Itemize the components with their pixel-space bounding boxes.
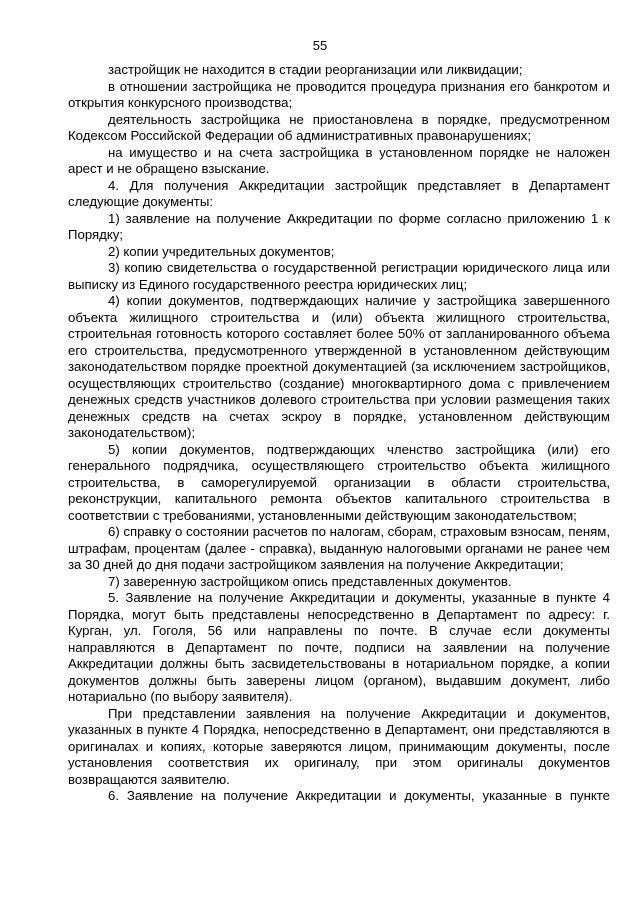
document-body [68,62,610,805]
paragraph: деятельность застройщика не приостановлена в порядке, предусмотренном Кодексом Российской Федерации об административных правонарушениях; [68,111,610,143]
paragraph: 1) заявление на получение Аккредитации по форме согласно приложению 1 к Порядку; [68,210,610,242]
paragraph: в отношении застройщика не проводится процедура признания его банкротом и открытия конкурсного производства; [68,78,610,110]
paragraph: 5) копии документов, подтверждающих членство застройщика (или) его генерального подрядчика, осуществляющего строительство объекта жилищного строительства, в саморегулируемой организации в области строительства, реконструкции, капитального ремонта объектов капитального строительства в соответствии с требованиями, установленными действующим законодательством; [68,441,610,523]
paragraph: 7) заверенную застройщиком опись представленных документов. [108,573,512,589]
paragraph: 2) копии учредительных документов; [108,243,335,259]
paragraph: 6. Заявление на получение Аккредитации и документы, указанные в пункте [108,788,610,803]
paragraph: 5. Заявление на получение Аккредитации и документы, указанные в пункте 4 Порядка, могут быть представлены непосредственно в Департамент по адресу: г. Курган, ул. Гоголя, 56 или направлены по почте. В случае если документы направляются в Департамент по почте, подписи на заявлении на получение Аккредитации должны быть засвидетельствованы в нотариальном порядке, а копии документов должны быть заверены лицом (органом), выдавшим документ, либо нотариально (по выбору заявителя). [68,590,610,704]
paragraph: на имущество и на счета застройщика в установленном порядке не наложен арест и не обращено взыскание. [68,144,610,176]
paragraph: 3) копию свидетельства о государственной регистрации юридического лица или выписку из Единого государственного реестра юридических лиц; [68,260,610,292]
paragraph: 4) копии документов, подтверждающих наличие у застройщика завершенного объекта жилищного строительства и (или) объекта жилищного строительства, строительная готовность которого составляет более 50% от запланированного объема его строительства, предусмотренного утвержденной в установленном действующим законодательством порядке проектной документацией (за исключением застройщиков, осуществляющих строительство (создание) многоквартирного дома с привлечением денежных средств участников долевого строительства при условии размещения таких денежных средств на счетах эскроу в порядке, установленном действующим законодательством); [68,293,610,440]
paragraph: 4. Для получения Аккредитации застройщик представляет в Департамент следующие документы: [68,177,610,209]
paragraph: 6) справку о состоянии расчетов по налогам, сборам, страховым взносам, пеням, штрафам, процентам (далее - справка), выданную налоговыми органами не ранее чем за 30 дней до дня подачи застройщиком заявления на получение Аккредитации; [68,524,610,572]
page-number: 55 [312,38,328,53]
paragraph: застройщик не находится в стадии реорганизации или ликвидации; [108,62,523,77]
paragraph: При представлении заявления на получение Аккредитации и документов, указанных в пункте 4 Порядка, непосредственно в Департамент, они представляются в оригиналах и копиях, которые заверяются лицом, принимающим документы, после установления соответствия их оригиналу, при этом оригиналы документов возвращаются заявителю. [68,705,610,787]
